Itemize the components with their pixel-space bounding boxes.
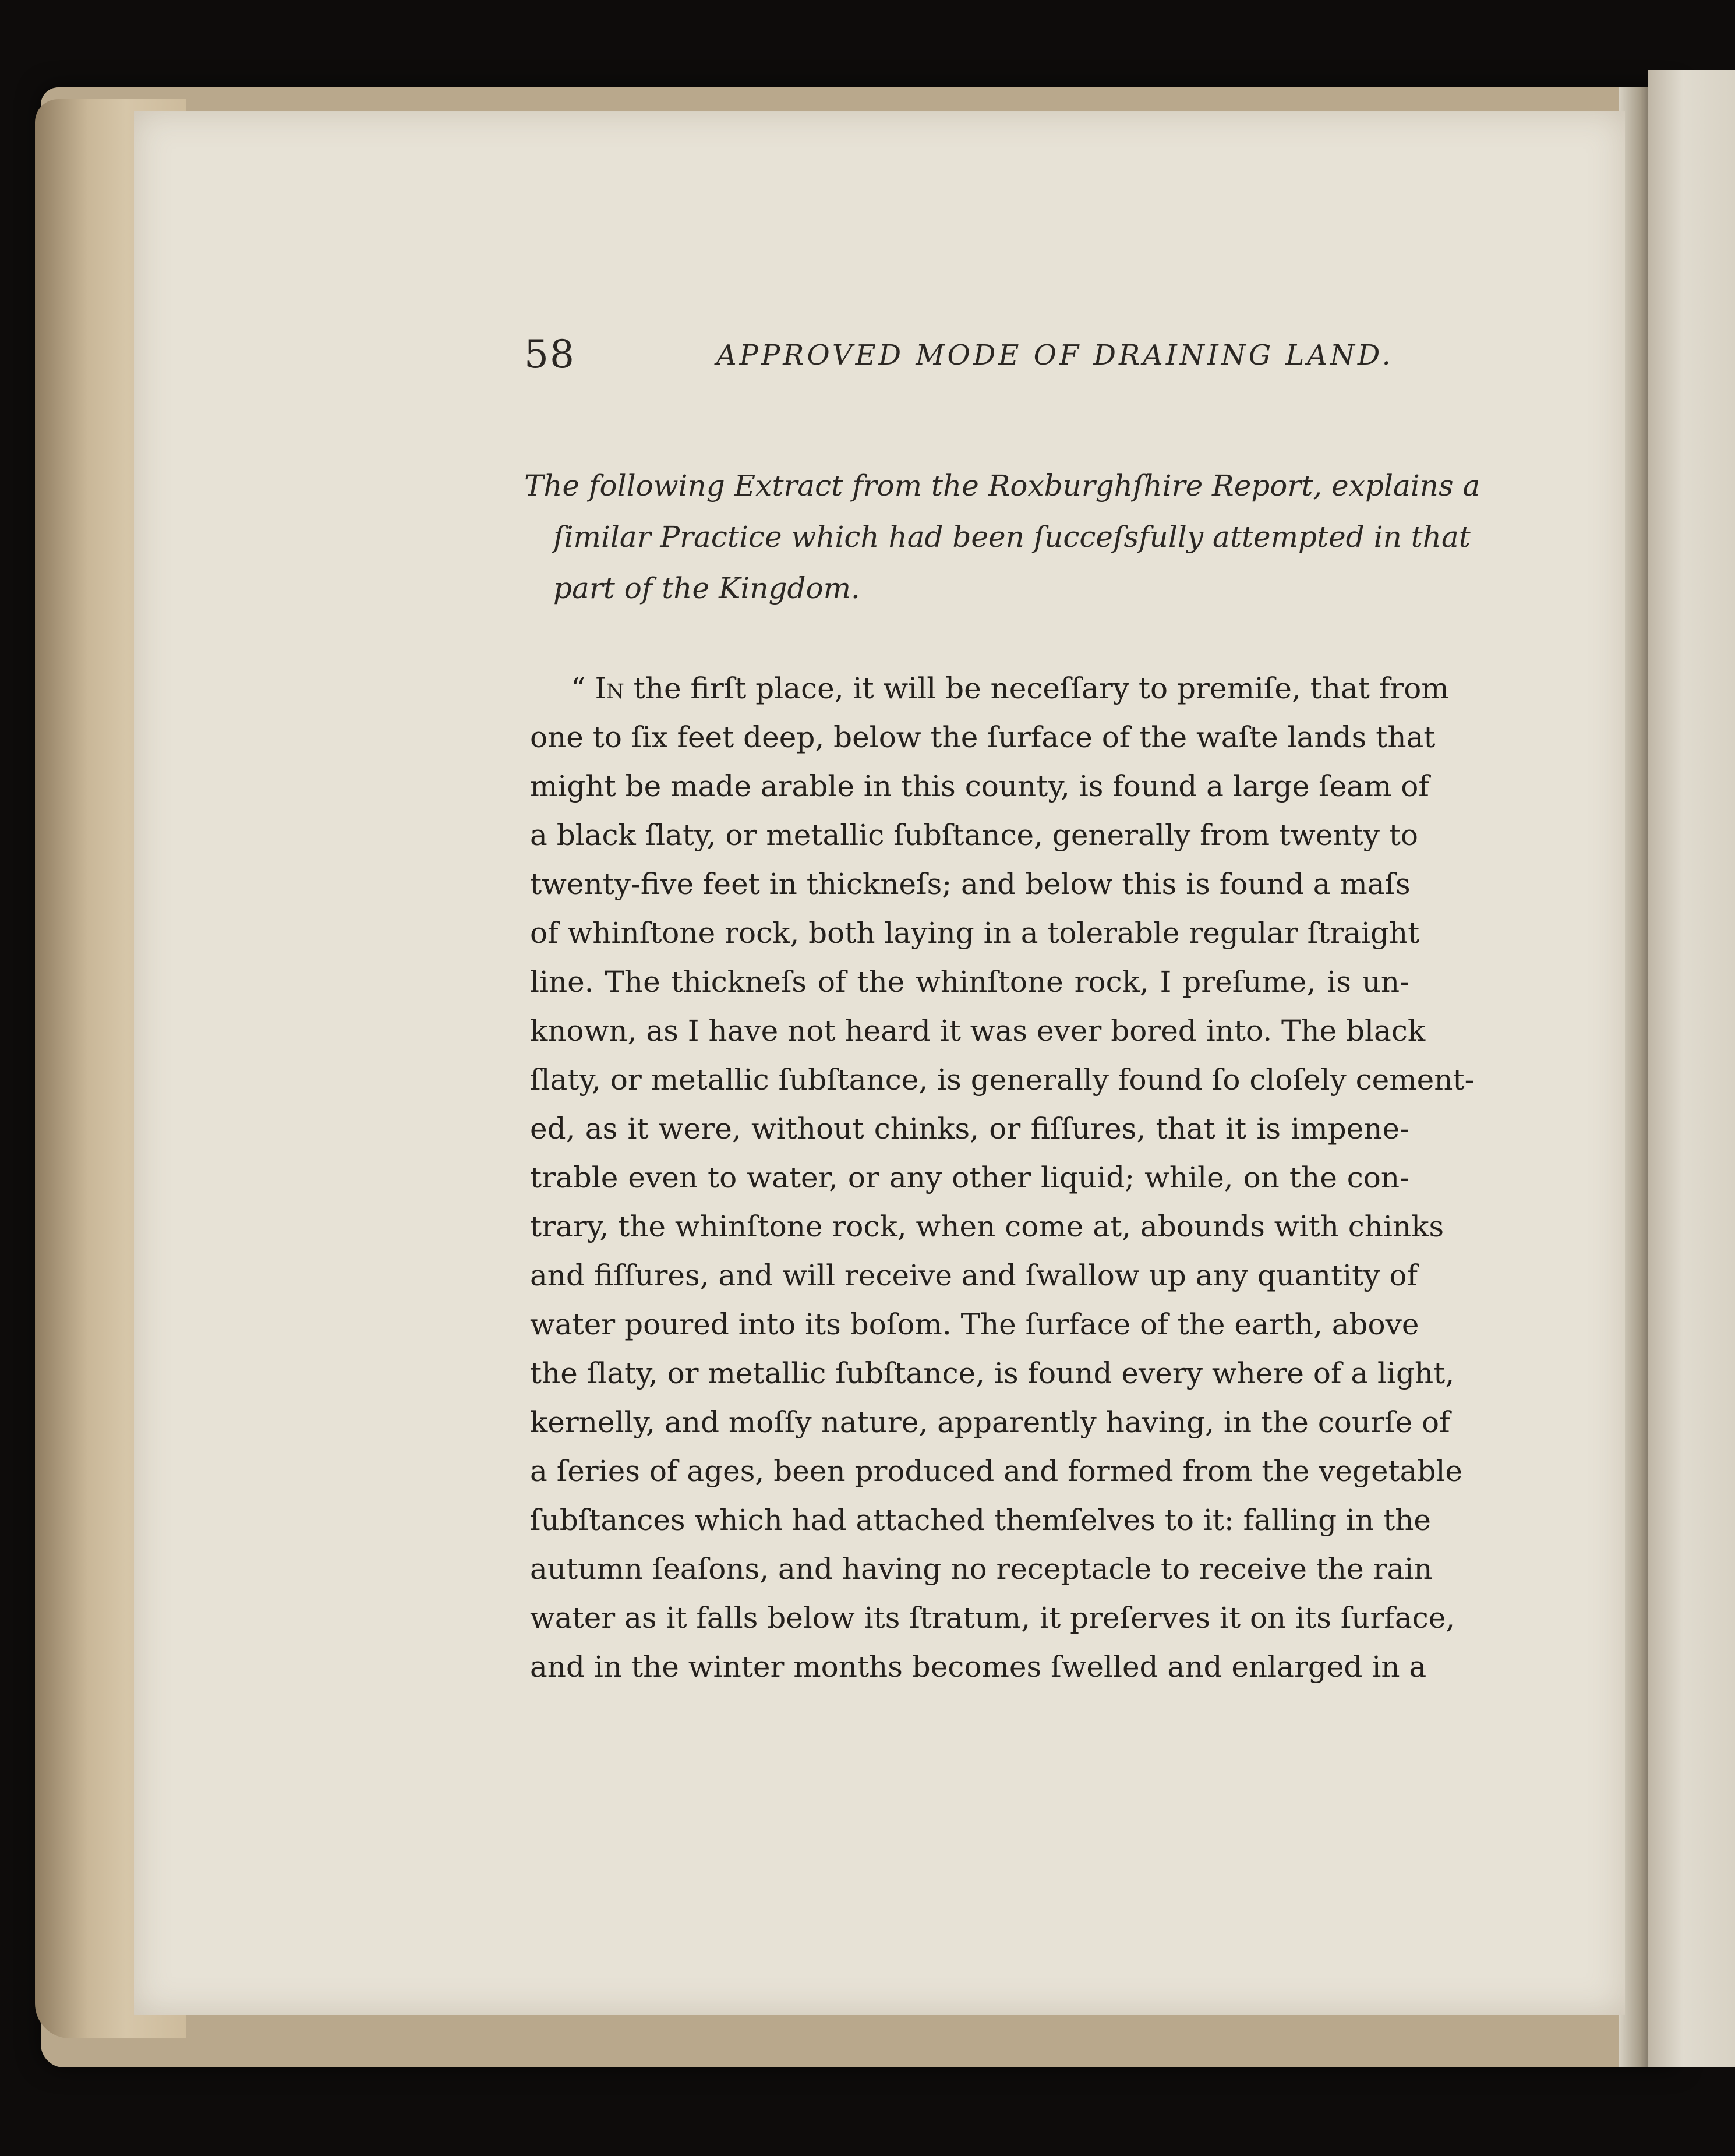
opening-word: In [595,671,624,705]
text-line: autumn ſeaſons, and having no receptacle to receive the rain [530,1552,1433,1586]
paragraph-first-line [530,664,1449,713]
introduction-line: The following Extract from the Roxburghſhire Report, explains a [524,469,1480,503]
text-line: the firſt place, it will be neceſſary to premiſe, that from [633,671,1449,705]
text-line: a black ſlaty, or metallic ſubſtance, generally from twenty to [530,818,1419,852]
text-line: ſubſtances which had attached themſelves to it: falling in the [530,1503,1432,1537]
text-line: might be made arable in this county, is found a large ſeam of [530,769,1429,803]
text-line: and in the winter months becomes ſwelled and enlarged in a [530,1650,1427,1684]
text-line: ed, as it were, without chinks, or fiſſures, that it is impene- [530,1112,1409,1146]
extract-introduction [524,460,1480,614]
text-line: water poured into its boſom. The ſurface of the earth, above [530,1307,1419,1341]
introduction-line: part of the Kingdom. [553,571,860,605]
text-line: one to ſix feet deep, below the ſurface of the waſte lands that [530,720,1436,754]
text-line: line. The thickneſs of the whinſtone rock, I preſume, is un- [530,965,1409,999]
opening-quote-mark: “ [571,671,595,705]
text-line: twenty-five feet in thickneſs; and below this is found a maſs [530,867,1411,901]
text-line: a ſeries of ages, been produced and formed from the vegetable [530,1454,1463,1488]
running-head [524,326,1409,390]
text-line: known, as I have not heard it was ever bored into. The black [530,1014,1426,1048]
text-line: trary, the whinſtone rock, when come at, abounds with chinks [530,1210,1444,1243]
running-head-title: APPROVED MODE OF DRAINING LAND. [716,339,1394,372]
text-line: the ſlaty, or metallic ſubſtance, is found every where of a light, [530,1356,1455,1390]
text-line: and fiſſures, and will receive and ſwallow up any quantity of [530,1259,1418,1292]
text-line: ſlaty, or metallic ſubſtance, is generally found ſo cloſely cement- [530,1063,1475,1097]
text-line: trable even to water, or any other liquid; while, on the con- [530,1161,1409,1194]
page-number: 58 [524,332,575,377]
text-line: kernelly, and moſſy nature, apparently having, in the courſe of [530,1405,1450,1439]
text-line: of whinſtone rock, both laying in a tolerable regular ſtraight [530,916,1420,950]
quoted-report-text [530,664,1475,1691]
facing-page-edge [1648,70,1735,2067]
introduction-line: ſimilar Practice which had been ſucceſsfully attempted in that [553,520,1471,554]
text-line: water as it falls below its ſtratum, it preſerves it on its ſurface, [530,1601,1455,1635]
